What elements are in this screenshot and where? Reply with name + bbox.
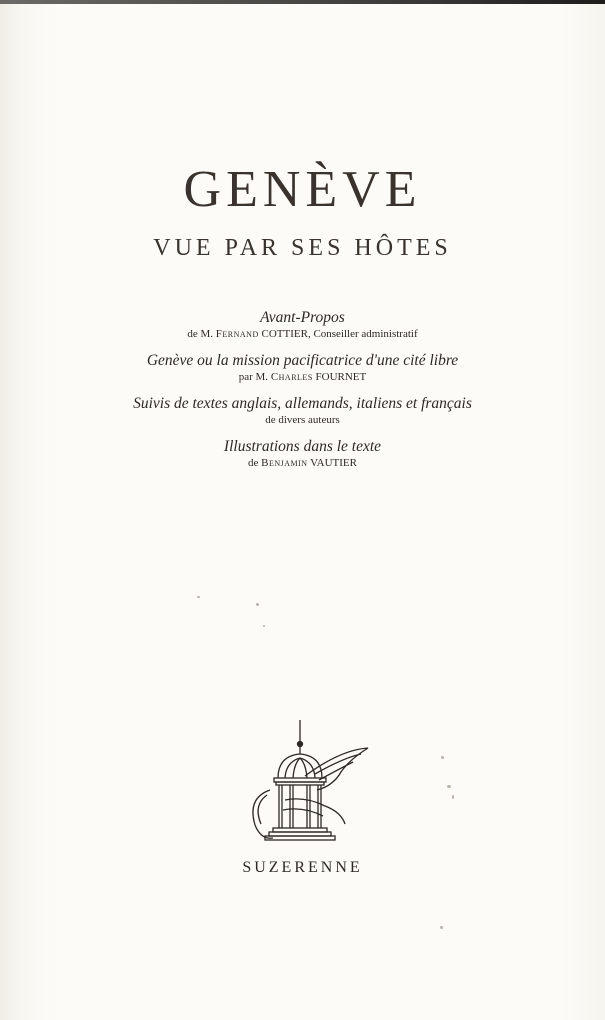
byline-prefix: de divers auteurs [265, 414, 340, 426]
book-edge [0, 0, 605, 4]
credit-heading: Suivis de textes anglais, allemands, italiens et français [133, 395, 472, 412]
credit-byline [0, 370, 605, 385]
temple-rotunda-icon [245, 720, 370, 860]
byline-prefix: de M. [187, 328, 214, 340]
book-title: GENÈVE [183, 161, 422, 218]
credit-heading: Avant-Propos [260, 309, 345, 326]
book-subtitle: VUE PAR SES HÔTES [153, 235, 452, 261]
credits-block [0, 308, 605, 480]
credit-byline [0, 456, 605, 471]
paper-speck [263, 625, 265, 627]
byline-prefix: par M. [238, 371, 269, 383]
credit-byline [0, 413, 605, 428]
credit-illustrations [0, 437, 605, 471]
publisher-name: SUZERENNE [242, 859, 363, 876]
credit-heading: Illustrations dans le texte [223, 438, 382, 455]
paper-speck [256, 603, 259, 606]
author-surname: FOURNET [315, 371, 367, 383]
credit-texts [0, 394, 605, 428]
credit-foreword [0, 308, 605, 342]
paper-speck [197, 596, 200, 598]
credit-byline [0, 327, 605, 342]
author-role: , Conseiller administratif [307, 328, 418, 340]
paper-speck [441, 756, 444, 759]
author-first-name: Benjamin [261, 457, 308, 469]
paper-speck [447, 785, 451, 788]
credit-essay [0, 351, 605, 385]
paper-speck [440, 926, 443, 929]
paper-speck [452, 795, 454, 799]
byline-prefix: de [247, 457, 259, 469]
author-surname: COTTIER [261, 328, 308, 340]
author-first-name: Charles [270, 371, 313, 383]
author-first-name: Fernand [215, 328, 259, 340]
author-surname: VAUTIER [310, 457, 357, 469]
credit-heading: Genève ou la mission pacificatrice d'une cité libre [146, 352, 459, 369]
